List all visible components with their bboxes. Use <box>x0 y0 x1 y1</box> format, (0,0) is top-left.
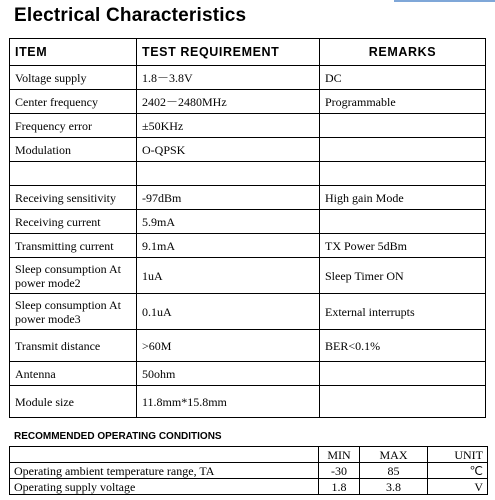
header-remarks: REMARKS <box>320 39 486 66</box>
table-row <box>10 479 488 495</box>
remarks-cell <box>320 386 486 418</box>
item-cell: Sleep consumption At power mode3 <box>10 294 137 330</box>
remarks-cell: TX Power 5dBm <box>320 234 486 258</box>
test-cell: 1uA <box>137 258 320 294</box>
test-cell: -97dBm <box>137 186 320 210</box>
condition-label: Operating supply voltage <box>10 479 319 495</box>
item-cell: Transmitting current <box>10 234 137 258</box>
item-cell: Voltage supply <box>10 66 137 90</box>
remarks-cell <box>320 210 486 234</box>
table-row <box>10 186 486 210</box>
remarks-cell: Sleep Timer ON <box>320 258 486 294</box>
table-row <box>10 463 488 479</box>
unit-cell: V <box>428 479 488 495</box>
remarks-cell: External interrupts <box>320 294 486 330</box>
max-cell: 85 <box>360 463 428 479</box>
recommended-conditions-table <box>9 446 488 495</box>
test-cell: 11.8mm*15.8mm <box>137 386 320 418</box>
table-row-empty <box>10 162 486 186</box>
remarks-cell: High gain Mode <box>320 186 486 210</box>
remarks-cell: Programmable <box>320 90 486 114</box>
table-row <box>10 90 486 114</box>
table-row <box>10 330 486 362</box>
test-cell: 9.1mA <box>137 234 320 258</box>
header-blank-cell <box>10 447 319 463</box>
table-header-row <box>10 447 488 463</box>
electrical-characteristics-table <box>9 38 486 418</box>
remarks-cell <box>320 162 486 186</box>
header-max: MAX <box>360 447 428 463</box>
test-cell: 1.8－3.8V <box>137 66 320 90</box>
item-cell: Modulation <box>10 138 137 162</box>
table-row <box>10 234 486 258</box>
remarks-cell <box>320 138 486 162</box>
item-cell: Receiving current <box>10 210 137 234</box>
header-item: ITEM <box>10 39 137 66</box>
table-row <box>10 386 486 418</box>
test-cell: 50ohm <box>137 362 320 386</box>
table-row <box>10 362 486 386</box>
test-cell: ±50KHz <box>137 114 320 138</box>
table-row <box>10 210 486 234</box>
min-cell: 1.8 <box>319 479 360 495</box>
header-test-requirement: TEST REQUIREMENT <box>137 39 320 66</box>
item-cell: Module size <box>10 386 137 418</box>
min-cell: -30 <box>319 463 360 479</box>
condition-label: Operating ambient temperature range, TA <box>10 463 319 479</box>
header-unit: UNIT <box>428 447 488 463</box>
test-cell: O-QPSK <box>137 138 320 162</box>
table-row <box>10 66 486 90</box>
table-row <box>10 294 486 330</box>
item-cell <box>10 162 137 186</box>
table-header-row <box>10 39 486 66</box>
header-accent-line <box>394 0 495 2</box>
header-min: MIN <box>319 447 360 463</box>
table-row <box>10 258 486 294</box>
table-row <box>10 114 486 138</box>
remarks-cell <box>320 362 486 386</box>
item-cell: Transmit distance <box>10 330 137 362</box>
item-cell: Receiving sensitivity <box>10 186 137 210</box>
page-title: Electrical Characteristics <box>14 5 247 26</box>
unit-cell: ℃ <box>428 463 488 479</box>
test-cell: 5.9mA <box>137 210 320 234</box>
remarks-cell: DC <box>320 66 486 90</box>
section-title: RECOMMENDED OPERATING CONDITIONS <box>14 431 222 442</box>
max-cell: 3.8 <box>360 479 428 495</box>
item-cell: Sleep consumption At power mode2 <box>10 258 137 294</box>
item-cell: Center frequency <box>10 90 137 114</box>
item-cell: Antenna <box>10 362 137 386</box>
remarks-cell <box>320 114 486 138</box>
test-cell: 2402－2480MHz <box>137 90 320 114</box>
item-cell: Frequency error <box>10 114 137 138</box>
remarks-cell: BER<0.1% <box>320 330 486 362</box>
test-cell: 0.1uA <box>137 294 320 330</box>
test-cell <box>137 162 320 186</box>
test-cell: >60M <box>137 330 320 362</box>
table-row <box>10 138 486 162</box>
